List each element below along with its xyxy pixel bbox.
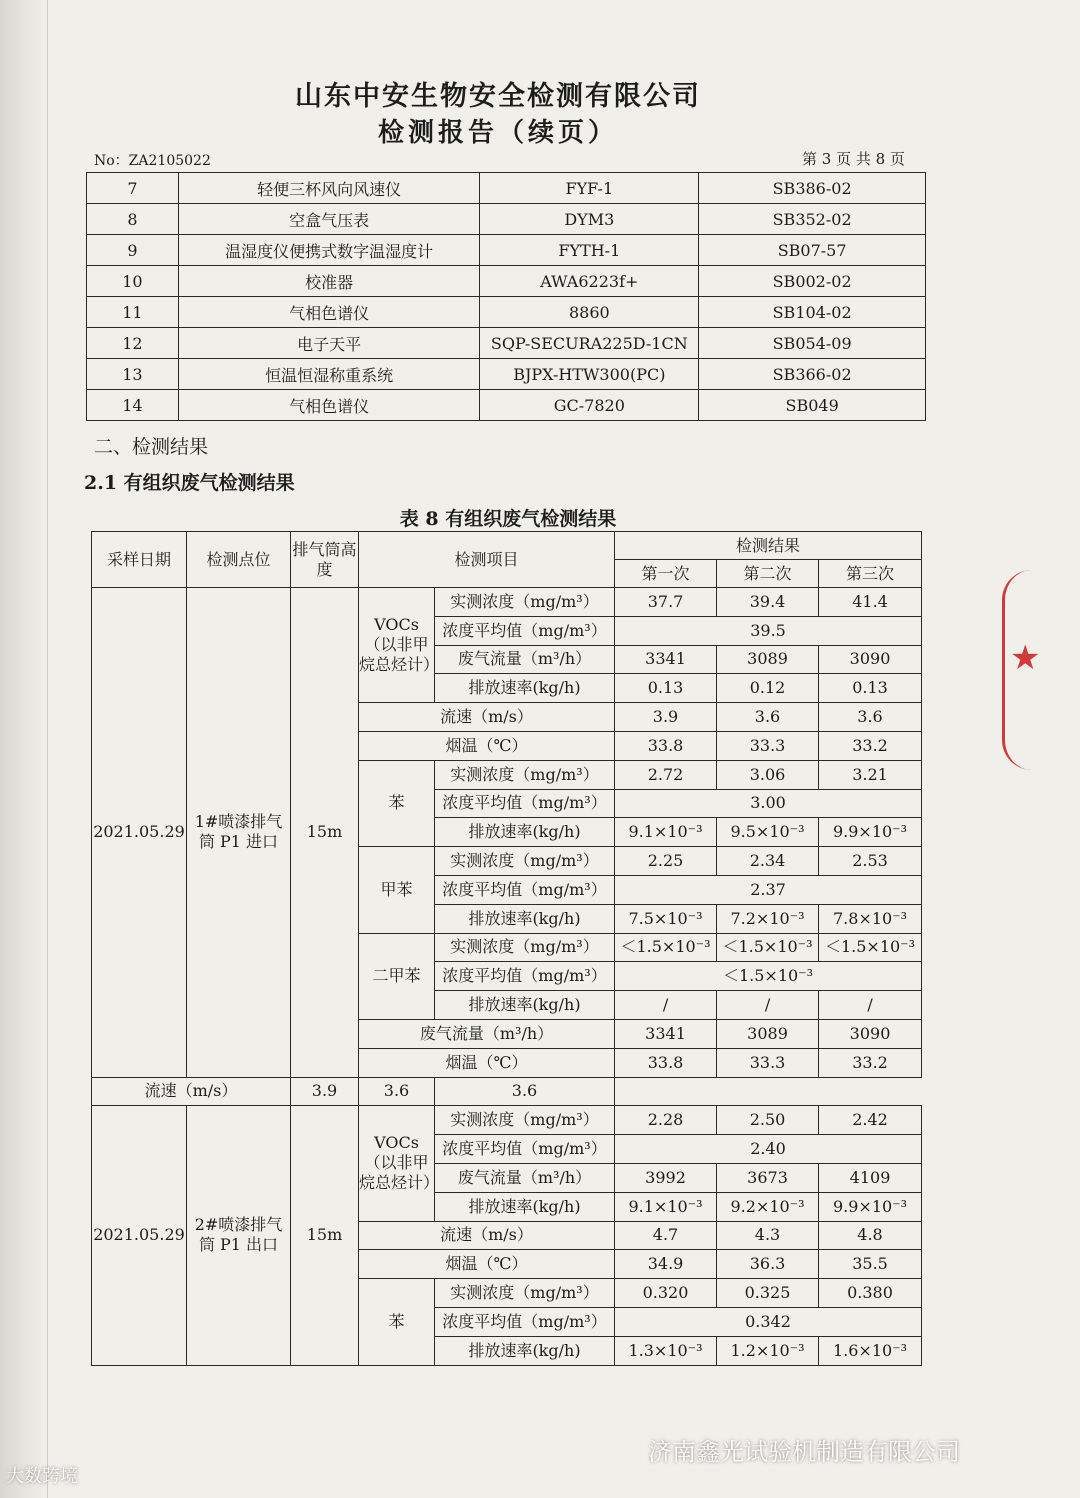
value-cell: 7.5×10⁻³ [615,904,717,933]
value-cell: 3.6 [819,703,922,732]
sample-point: 1#喷漆排气筒 P1 进口 [187,588,291,1078]
item-label: 流速（m/s） [92,1077,291,1106]
pollutant-benzene: 苯 [359,1279,435,1365]
equipment-model: FYTH-1 [480,235,699,266]
item-label: 实测浓度（mg/m³） [435,933,615,962]
equipment-model: DYM3 [480,204,699,235]
item-label: 浓度平均值（mg/m³） [435,875,615,904]
pollutant-toluene: 甲苯 [359,847,435,933]
item-label: 浓度平均值（mg/m³） [435,1135,615,1164]
value-cell: 2.40 [615,1135,922,1164]
value-cell: 4.7 [615,1221,717,1250]
seal-star-icon: ★ [1010,638,1041,678]
equipment-row [87,235,926,266]
value-cell: 2.53 [819,847,922,876]
value-cell: / [615,991,717,1020]
equipment-name: 空盒气压表 [178,204,480,235]
item-label: 烟温（℃） [359,1250,615,1279]
header-result: 检测结果 [615,532,922,560]
table-row [92,1106,922,1135]
equipment-row [87,173,926,204]
equipment-code: SB002-02 [699,266,926,297]
value-cell: 3.9 [615,703,717,732]
value-cell: 33.2 [819,731,922,760]
equipment-code: SB07-57 [699,235,926,266]
equipment-row [87,266,926,297]
value-cell: 3090 [819,1019,922,1048]
item-label: 烟温（℃） [359,731,615,760]
value-cell: 35.5 [819,1250,922,1279]
header-date: 采样日期 [92,532,187,588]
item-label: 废气流量（m³/h） [435,1163,615,1192]
value-cell: 0.13 [615,674,717,703]
equipment-no: 9 [87,235,179,266]
value-cell: ＜1.5×10⁻³ [717,933,819,962]
item-label: 实测浓度（mg/m³） [435,1106,615,1135]
value-cell: 9.5×10⁻³ [717,818,819,847]
equipment-no: 12 [87,328,179,359]
item-label: 浓度平均值（mg/m³） [435,616,615,645]
equipment-model: BJPX-HTW300(PC) [480,359,699,390]
pollutant-benzene: 苯 [359,760,435,846]
equipment-row [87,297,926,328]
watermark-left: 大数跨境 [6,1466,78,1487]
item-label: 排放速率(kg/h) [435,674,615,703]
value-cell: 39.4 [717,588,819,617]
sample-point: 2#喷漆排气筒 P1 出口 [187,1106,291,1365]
value-cell: 1.2×10⁻³ [717,1336,819,1365]
value-cell: 2.28 [615,1106,717,1135]
equipment-no: 11 [87,297,179,328]
value-cell: 33.8 [615,1048,717,1077]
item-label: 实测浓度（mg/m³） [435,847,615,876]
header-point: 检测点位 [187,532,291,588]
value-cell: 3341 [615,645,717,674]
item-label: 实测浓度（mg/m³） [435,1279,615,1308]
value-cell: 36.3 [717,1250,819,1279]
value-cell: 3.6 [359,1077,435,1106]
report-number: No：ZA2105022 [94,153,211,169]
value-cell: ＜1.5×10⁻³ [615,933,717,962]
item-label: 废气流量（m³/h） [359,1019,615,1048]
equipment-model: GC-7820 [480,390,699,421]
pollutant-vocs: VOCs（以非甲烷总烃计） [359,1106,435,1221]
value-cell: 0.325 [717,1279,819,1308]
value-cell: 3.6 [435,1077,615,1106]
equipment-name: 轻便三杯风向风速仪 [178,173,480,204]
item-label: 实测浓度（mg/m³） [435,760,615,789]
value-cell: 0.13 [819,674,922,703]
value-cell: 2.72 [615,760,717,789]
item-label: 排放速率(kg/h) [435,991,615,1020]
watermark-right: 济南鑫光试验机制造有限公司 [648,1438,960,1466]
value-cell: 2.25 [615,847,717,876]
sample-date: 2021.05.29 [92,588,187,1078]
item-label: 浓度平均值（mg/m³） [435,1307,615,1336]
value-cell: 33.8 [615,731,717,760]
item-label: 排放速率(kg/h) [435,1336,615,1365]
equipment-row [87,359,926,390]
section-heading-results: 二、检测结果 [94,436,209,458]
value-cell: 41.4 [819,588,922,617]
scan-left-edge [0,0,48,1498]
value-cell: 0.342 [615,1307,922,1336]
equipment-code: SB386-02 [699,173,926,204]
page-count: 第 3 页 共 8 页 [802,150,905,168]
value-cell: 4.3 [717,1221,819,1250]
value-cell: 0.380 [819,1279,922,1308]
equipment-model: FYF-1 [480,173,699,204]
equipment-name: 气相色谱仪 [178,390,480,421]
value-cell: 2.34 [717,847,819,876]
equipment-no: 13 [87,359,179,390]
equipment-table [86,172,926,421]
table-caption: 表 8 有组织废气检测结果 [399,508,617,530]
value-cell: 9.9×10⁻³ [819,1192,922,1221]
value-cell: 3.9 [291,1077,359,1106]
header-height: 排气筒高度 [291,532,359,588]
item-label: 流速（m/s） [359,703,615,732]
value-cell: 4.8 [819,1221,922,1250]
value-cell: / [717,991,819,1020]
item-label: 流速（m/s） [359,1221,615,1250]
value-cell: 7.2×10⁻³ [717,904,819,933]
header-round-3: 第三次 [819,560,922,588]
value-cell: 3089 [717,1019,819,1048]
value-cell: 4109 [819,1163,922,1192]
item-label: 废气流量（m³/h） [435,645,615,674]
value-cell: 37.7 [615,588,717,617]
value-cell: 3.21 [819,760,922,789]
pollutant-xylene: 二甲苯 [359,933,435,1019]
value-cell: 3090 [819,645,922,674]
equipment-row [87,328,926,359]
value-cell: 33.3 [717,1048,819,1077]
table-row [92,1077,922,1106]
report-title: 检测报告（续页） [377,118,618,148]
table-row [92,588,922,617]
item-label: 排放速率(kg/h) [435,818,615,847]
report-page [48,0,1080,1498]
equipment-row [87,204,926,235]
value-cell: 7.8×10⁻³ [819,904,922,933]
company-title: 山东中安生物安全检测有限公司 [295,81,701,112]
equipment-no: 10 [87,266,179,297]
item-label: 烟温（℃） [359,1048,615,1077]
header-round-1: 第一次 [615,560,717,588]
equipment-no: 14 [87,390,179,421]
value-cell: 9.9×10⁻³ [819,818,922,847]
header-item: 检测项目 [359,532,615,588]
equipment-code: SB366-02 [699,359,926,390]
value-cell: 3.00 [615,789,922,818]
item-label: 浓度平均值（mg/m³） [435,789,615,818]
value-cell: 1.3×10⁻³ [615,1336,717,1365]
item-label: 排放速率(kg/h) [435,1192,615,1221]
value-cell: 9.2×10⁻³ [717,1192,819,1221]
stack-height: 15m [291,1106,359,1365]
value-cell: 33.2 [819,1048,922,1077]
value-cell: ＜1.5×10⁻³ [615,962,922,991]
stack-height: 15m [291,588,359,1078]
value-cell: 3089 [717,645,819,674]
item-label: 实测浓度（mg/m³） [435,588,615,617]
value-cell: / [819,991,922,1020]
value-cell: 3992 [615,1163,717,1192]
value-cell: 1.6×10⁻³ [819,1336,922,1365]
equipment-model: SQP-SECURA225D-1CN [480,328,699,359]
pollutant-vocs: VOCs（以非甲烷总烃计） [359,588,435,703]
item-label: 浓度平均值（mg/m³） [435,962,615,991]
item-label: 排放速率(kg/h) [435,904,615,933]
value-cell: 39.5 [615,616,922,645]
equipment-code: SB352-02 [699,204,926,235]
equipment-name: 电子天平 [178,328,480,359]
value-cell: 2.42 [819,1106,922,1135]
value-cell: 3341 [615,1019,717,1048]
value-cell: 9.1×10⁻³ [615,1192,717,1221]
value-cell: 34.9 [615,1250,717,1279]
sample-date: 2021.05.29 [92,1106,187,1365]
equipment-model: AWA6223f+ [480,266,699,297]
equipment-name: 气相色谱仪 [178,297,480,328]
value-cell: 33.3 [717,731,819,760]
equipment-no: 8 [87,204,179,235]
value-cell: 0.12 [717,674,819,703]
value-cell: 3.6 [717,703,819,732]
equipment-code: SB049 [699,390,926,421]
value-cell: ＜1.5×10⁻³ [819,933,922,962]
exhaust-results-table [91,531,922,1366]
value-cell: 3.06 [717,760,819,789]
header-round-2: 第二次 [717,560,819,588]
equipment-row [87,390,926,421]
equipment-no: 7 [87,173,179,204]
value-cell: 0.320 [615,1279,717,1308]
value-cell: 9.1×10⁻³ [615,818,717,847]
equipment-name: 恒温恒湿称重系统 [178,359,480,390]
equipment-code: SB054-09 [699,328,926,359]
equipment-model: 8860 [480,297,699,328]
equipment-name: 温湿度仪便携式数字温湿度计 [178,235,480,266]
equipment-name: 校准器 [178,266,480,297]
value-cell: 2.37 [615,875,922,904]
equipment-code: SB104-02 [699,297,926,328]
value-cell: 3673 [717,1163,819,1192]
subsection-heading-exhaust: 2.1 有组织废气检测结果 [84,472,295,494]
value-cell: 2.50 [717,1106,819,1135]
